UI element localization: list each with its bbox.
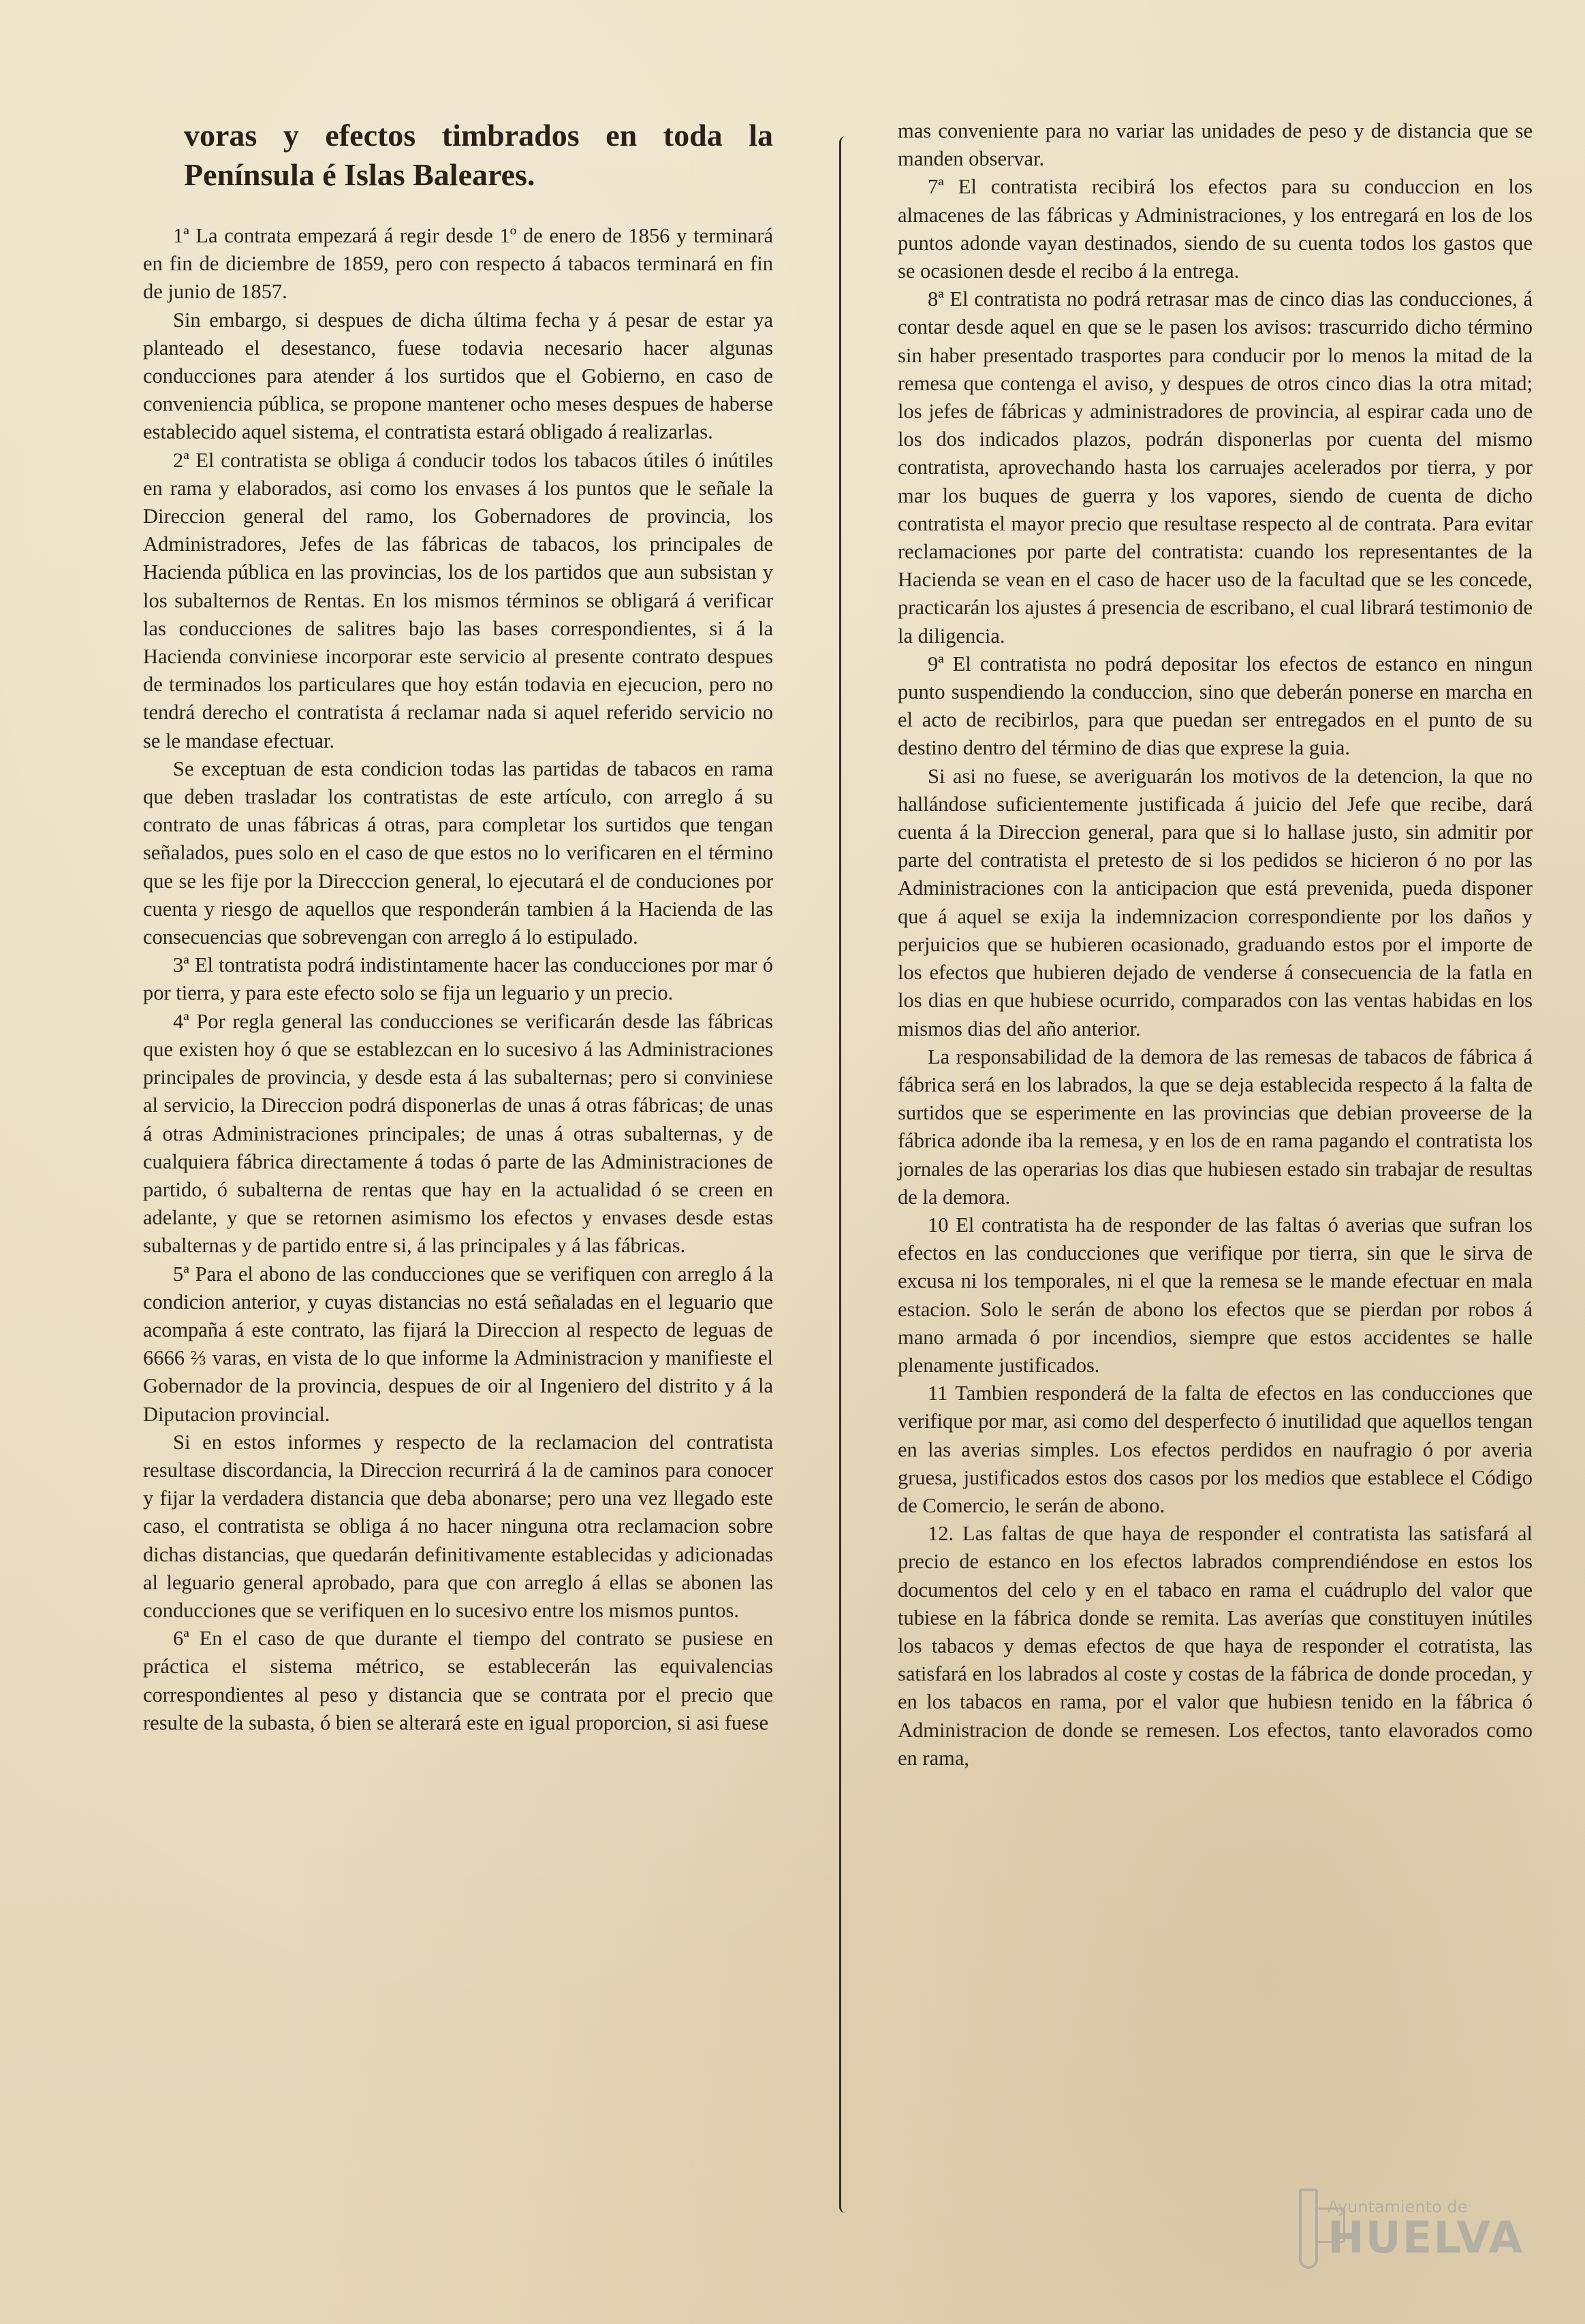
paragraph: 1ª La contrata empezará á regir desde 1º de enero de 1856 y terminará en fin de diciembre de 1859, pero con respecto á tabacos terminará en fin de junio de 1857.: [143, 224, 773, 304]
watermark-text: [1328, 2197, 1524, 2263]
paragraph: Si en estos informes y respecto de la reclamacion del contratista resultase discordancia, la Direccion recurrirá á la de caminos para conocer y fijar la verdadera distancia que deba abonarse; pero una vez llegado este caso, el contratista se obliga á no hacer ninguna otra reclamacion sobre dichas distancias, que quedarán definitivamente establecidas y adicionadas al leguario general aprobado, para que con arreglo á ellas se abonen las conducciones que se verifiquen en lo sucesivo entre los mismos puntos.: [143, 1430, 773, 1622]
right-column: [898, 117, 1533, 1772]
paragraph: La responsabilidad de la demora de las remesas de tabacos de fábrica á fábrica será en los labrados, la que se deja establecida respecto á la falta de surtidos que se esperimente en las provincias que debian proveerse de la fábrica adonde iba la remesa, y en los de en rama pagando el contratista los jornales de las operarias los dias que hubiesen estado sin trabajar de resultas de la demora.: [898, 1045, 1533, 1209]
paragraph: 7ª El contratista recibirá los efectos para su conduccion en los almacenes de las fábricas y Administraciones, y los entregará en los de los puntos adonde vayan destinados, siendo de su cuenta todos los gastos que se ocasionen desde el recibo á la entrega.: [898, 175, 1533, 283]
paragraph: mas conveniente para no variar las unidades de peso y de distancia que se manden observar.: [898, 119, 1533, 171]
left-column: [143, 102, 773, 1737]
paragraph: 12. Las faltas de que haya de responder el contratista las satisfará al precio de estanco en los efectos labrados comprendiéndose en estos los documentos del celo y en el tabaco en rama el cuádruplo del valor que tubiese en la fábrica donde se remita. Las averías que constituyen inútiles los tabacos y demas efectos de que haya de responder el cotratista, las satisfará en los labrados al coste y costas de la fábrica de donde procedan, y en los tabacos en rama, por el valor que hubiesn tenido en la fábrica ó Administracion de donde se remesen. Los efectos, tanto elavorados como en rama,: [898, 1522, 1533, 1770]
paragraph: 8ª El contratista no podrá retrasar mas de cinco dias las conducciones, á contar desde aquel en que se le pasen los avisos: trascurrido dicho término sin haber presentado trasportes para conducir por lo menos la mitad de la remesa que contenga el aviso, y despues de otros cinco dias la otra mitad; los jefes de fábricas y administradores de provincia, al espirar cada uno de los dos indicados plazos, podrán disponerlas por cuenta del mismo contratista, aprovechando hasta los carruajes acelerados por tierra, y por mar los buques de guerra y los vapores, siendo de cuenta de dicho contratista el mayor precio que resultase respecto al de contrata. Para evitar reclamaciones por parte del contratista: cuando los representantes de la Hacienda se vean en el caso de hacer uso de la facultad que se les concede, practicarán los ajustes á presencia de escribano, el cual librará testimonio de la diligencia.: [898, 287, 1533, 648]
archive-watermark: [1299, 2181, 1524, 2276]
column-divider: [839, 136, 845, 2213]
paragraph: Se exceptuan de esta condicion todas las partidas de tabacos en rama que deben trasladar los contratistas de este artículo, con arreglo á su contrato de unas fábricas á otras, para completar los surtidos que tengan señalados, pues solo en el caso de que estos no lo verificaren en el término que se les fije por la Direcccion general, lo ejecutará el de conduciones por cuenta y riesgo de aquellos que responderán tambien á la Hacienda de las consecuencias que sobrevengan con arreglo á lo estipulado.: [143, 757, 773, 949]
paragraph: 5ª Para el abono de las conducciones que se verifiquen con arreglo á la condicion anterior, y cuyas distancias no está señaladas en el leguario que acompaña á este contrato, las fijará la Direccion al respecto de leguas de 6666 ⅔ varas, en vista de lo que informe la Administracion y manifieste el Gobernador de la provincia, despues de oir al Ingeniero del distrito y á la Diputacion provincial.: [143, 1262, 773, 1426]
paragraph: 10 El contratista ha de responder de las faltas ó averias que sufran los efectos en las conducciones que verifique por tierra, sin que le sirva de excusa ni los temporales, ni el que la remesa se le mande efectuar en mala estacion. Solo le serán de abono los efectos que se pierdan por robos á mano armada ó por incendios, siempre que estos accidentes se halle plenamente justificados.: [898, 1213, 1533, 1377]
paragraph: 6ª En el caso de que durante el tiempo del contrato se pusiese en práctica el sistema métrico, se establecerán las equivalencias correspondientes al peso y distancia que se contrata por el precio que resulte de la subasta, ó bien se alterará este en igual proporcion, si asi fuese: [143, 1627, 773, 1734]
paragraph: 3ª El tontratista podrá indistintamente hacer las conducciones por mar ó por tierra, y para este efecto solo se fija un leguario y un precio.: [143, 953, 773, 1005]
coat-of-arms-icon: [1299, 2188, 1318, 2269]
watermark-big-text: HUELVA: [1328, 2213, 1524, 2263]
section-heading: voras y efectos timbrados en toda la Península é Islas Baleares.: [184, 118, 773, 192]
paragraph: 9ª El contratista no podrá depositar los efectos de estanco en ningun punto suspendiendo la conduccion, sino que deberán ponerse en marcha en el acto de recibirlos, para que puedan ser entregados en el punto de su destino dentro del término de dias que exprese la guia.: [898, 652, 1533, 760]
paragraph: Si asi no fuese, se averiguarán los motivos de la detencion, la que no hallándose suficientemente justificada á juicio del Jefe que recibe, dará cuenta á la Direccion general, para que si lo hallase justo, sin admitir por parte del contratista el pretesto de si los pedidos se hicieron ó no por las Administraciones con la anticipacion que está prevenida, pueda disponer que á aquel se exija la indemnizacion correspondiente por los daños y perjuicios que se hubieren ocasionado, graduando estos por el importe de los efectos que hubieren dejado de venderse á consecuencia de la fatla en los dias en que hubiese ocurrido, comparados con las ventas habidas en los mismos dias del año anterior.: [898, 764, 1533, 1040]
paragraph: 2ª El contratista se obliga á conducir todos los tabacos útiles ó inútiles en rama y elaborados, asi como los envases á los puntos que le señale la Direccion general del ramo, los Gobernadores de provincia, los Administradores, Jefes de las fábricas de tabacos, los principales de Hacienda pública en las provincias, los de los partidos que aun subsistan y los subalternos de Rentas. En los mismos términos se obligará á verificar las conducciones de salitres bajo las bases correspondientes, si á la Hacienda conviniese incorporar este servicio al presente contrato despues de terminados los particulares que hoy están todavia en ejecucion, pero no tendrá derecho el contratista á reclamar nada si aquel referido servicio no se le mandase efectuar.: [143, 448, 773, 752]
paragraph: 11 Tambien responderá de la falta de efectos en las conducciones que verifique por mar, asi como del desperfecto ó inutilidad que aquellos tengan en las averias simples. Los efectos perdidos en naufragio ó por averia gruesa, justificados estos dos casos por los medios que establece el Código de Comercio, le serán de abono.: [898, 1382, 1533, 1517]
paragraph: Sin embargo, si despues de dicha última fecha y á pesar de estar ya planteado el desestanco, fuese todavia necesario hacer algunas conducciones para atender á los surtidos que el Gobierno, en caso de conveniencia pública, se propone mantener ocho meses despues de haberse establecido aquel sistema, el contratista estará obligado á realizarlas.: [143, 308, 773, 444]
paragraph: 4ª Por regla general las conducciones se verificarán desde las fábricas que existen hoy ó que se establezcan en lo sucesivo á las Administraciones principales de provincia, y desde esta á las subalternas; pero si conviniese al servicio, la Direccion podrá disponerlas de unas á otras fábricas; de unas á otras Administraciones principales; de unas á otras subalternas, y de cualquiera fábrica directamente á todas ó parte de las Administraciones de partido, ó subalterna de rentas que hay en la actualidad ó se creen en adelante, y que se retornen asimismo los efectos y envases desde estas subalternas y de partido entre si, á las principales y á las fábricas.: [143, 1009, 773, 1258]
watermark-small-text: Ayuntamiento de: [1328, 2197, 1468, 2216]
